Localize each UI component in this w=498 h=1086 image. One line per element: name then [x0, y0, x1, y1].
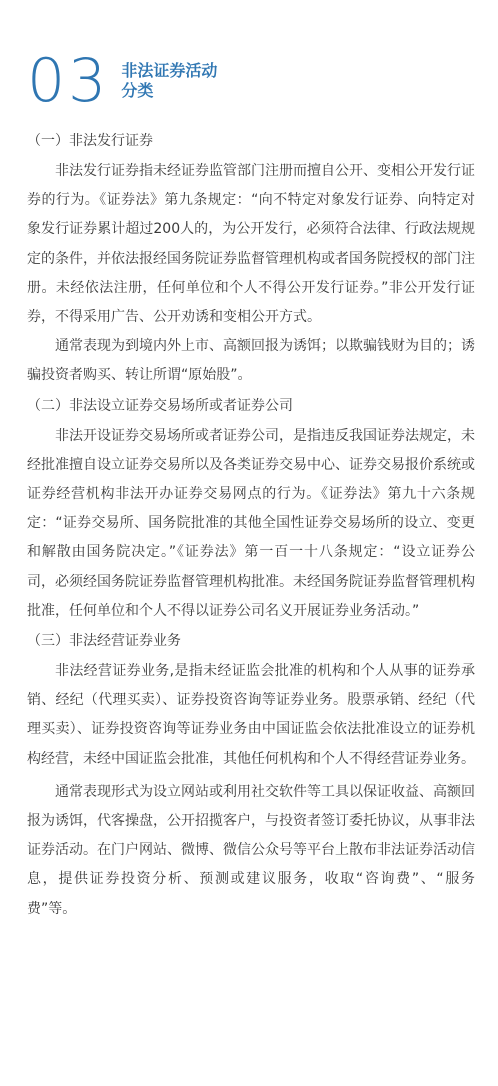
- subheading-1: （一）非法发行证券: [27, 133, 153, 149]
- subheading-2: （二）非法设立证券交易场所或者证券公司: [27, 397, 293, 414]
- section-number: 03: [27, 46, 110, 116]
- article-body: [27, 128, 475, 924]
- section-title: [121, 61, 217, 101]
- paragraph-2-1: 非法开设证券交易场所或者证券公司，是指违反我国证券法规定，未经批准擅自设立证券交易所以及各类证券交易中心、证券交易报价系统或证券经营机构非法开办证券交易网点的行为。《证券法》第九十六条规定：“证券交易所、国务院批准的其他全国性证券交易场所的设立、变更和解散由国务院决定。”《证券法》第一百一十八条规定：“设立证券公司，必须经国务院证券监督管理机构批准。未经国务院证券监督管理机构批准，任何单位和个人不得以证券公司名义开展证券业务活动。”: [27, 427, 475, 619]
- paragraph-1-2: 通常表现为到境内外上市、高额回报为诱饵；以欺骗钱财为目的；诱骗投资者购买、转让所谓“原始股”。: [27, 338, 475, 384]
- subheading-3: （三）非法经营证券业务: [27, 633, 181, 650]
- paragraph-3-2: 通常表现形式为设立网站或利用社交软件等工具以保证收益、高额回报为诱饵，代客操盘，公开招揽客户，与投资者签订委托协议，从事非法证券活动。在门户网站、微博、微信公众号等平台上散布非法证券活动信息，提供证券投资分析、预测或建议服务，收取“咨询费”、“服务费”等。: [27, 783, 475, 917]
- section-title-line-1: 非法证券活动: [121, 61, 218, 80]
- section-title-line-2: 分类: [121, 81, 154, 100]
- section-header: [27, 46, 218, 116]
- paragraph-1-1: 非法发行证券指未经证券监管部门注册而擅自公开、变相公开发行证券的行为。《证券法》第九条规定：“向不特定对象发行证券、向特定对象发行证券累计超过200人的，为公开发行，必须符合法律、行政法规规定的条件，并依法报经国务院证券监督管理机构或者国务院授权的部门注册。未经依法注册，任何单位和个人不得公开发行证券。”非公开发行证券，不得采用广告、公开劝诱和变相公开方式。: [27, 163, 475, 326]
- paragraph-3-1: 非法经营证券业务,是指未经证监会批准的机构和个人从事的证券承销、经纪（代理买卖）、证券投资咨询等证券业务。股票承销、经纪（代理买卖）、证券投资咨询等证券业务由中国证监会依法批准设立的证券机构经营，未经中国证监会批准，其他任何机构和个人不得经营证券业务。: [27, 663, 475, 767]
